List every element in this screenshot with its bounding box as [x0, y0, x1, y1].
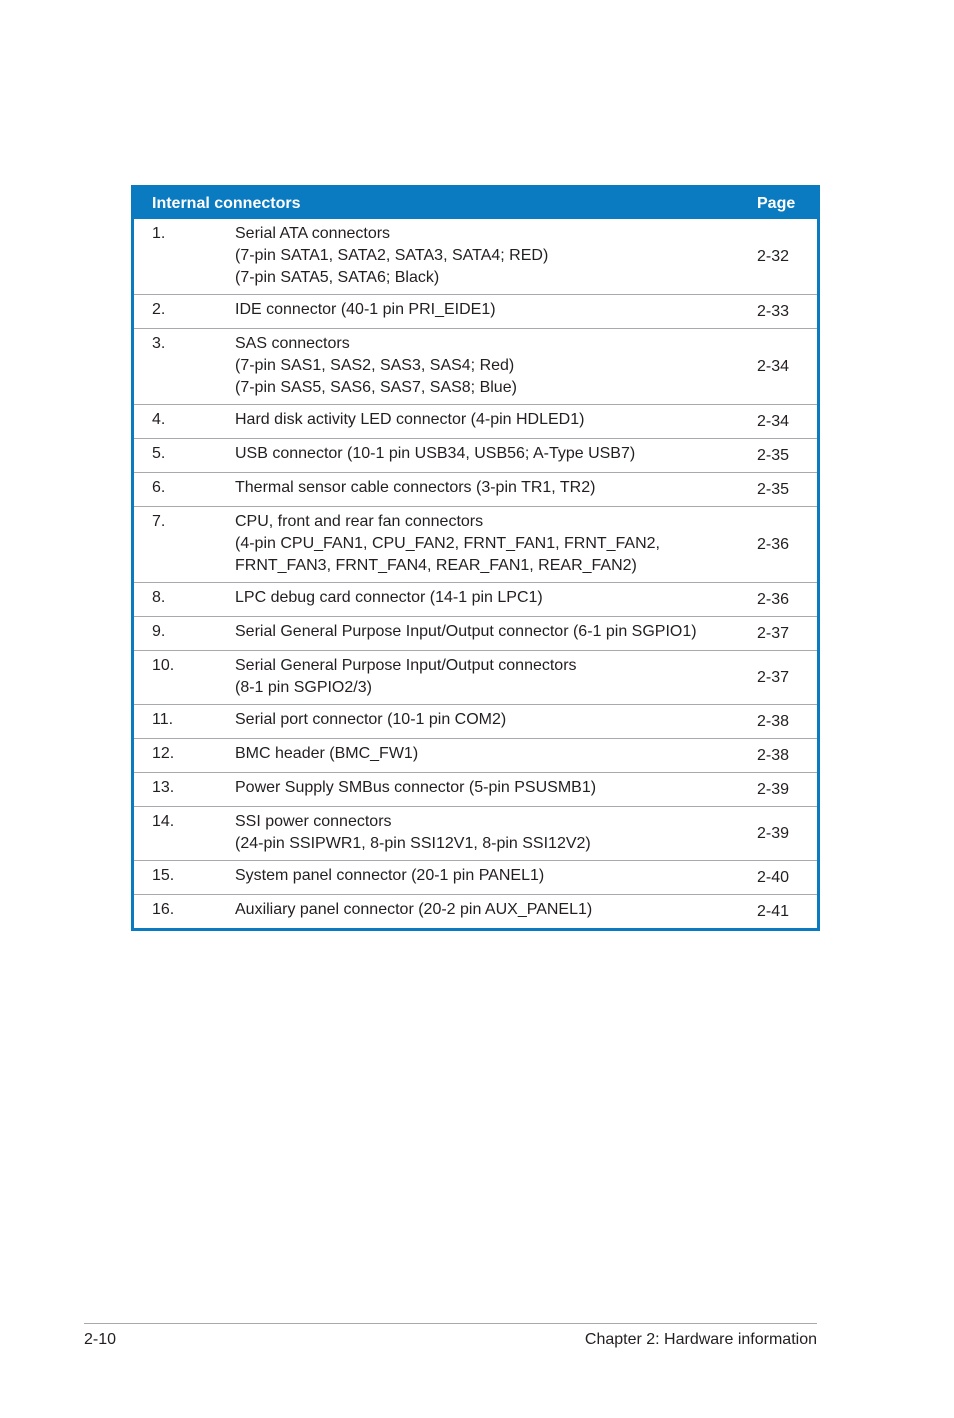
table-row	[134, 806, 817, 860]
row-description: Serial General Purpose Input/Output connectors (8-1 pin SGPIO2/3)	[235, 657, 577, 696]
row-description: CPU, front and rear fan connectors (4-pin CPU_FAN1, CPU_FAN2, FRNT_FAN1, FRNT_FAN2, FRNT_FAN3, FRNT_FAN4, REAR_FAN1, REAR_FAN2)	[235, 513, 660, 574]
row-number: 7.	[152, 513, 166, 530]
row-page: 2-36	[757, 536, 790, 553]
row-number: 14.	[152, 813, 175, 830]
row-page: 2-37	[757, 669, 790, 686]
row-number: 9.	[152, 623, 166, 640]
table-row	[134, 894, 817, 928]
table-body	[134, 219, 817, 928]
table-row	[134, 328, 817, 404]
table-row	[134, 860, 817, 894]
row-description: System panel connector (20-1 pin PANEL1)	[235, 867, 545, 884]
table-row	[134, 616, 817, 650]
table-row	[134, 506, 817, 582]
row-page: 2-35	[757, 447, 790, 464]
row-number: 16.	[152, 901, 175, 918]
row-page: 2-36	[757, 591, 790, 608]
row-number: 15.	[152, 867, 175, 884]
row-page: 2-34	[757, 413, 790, 430]
row-number: 1.	[152, 225, 166, 242]
row-description: Power Supply SMBus connector (5-pin PSUSMB1)	[235, 779, 597, 796]
table-row	[134, 704, 817, 738]
row-page: 2-37	[757, 625, 790, 642]
row-number: 8.	[152, 589, 166, 606]
row-description: SSI power connectors (24-pin SSIPWR1, 8-pin SSI12V1, 8-pin SSI12V2)	[235, 813, 591, 852]
row-page: 2-41	[757, 903, 790, 920]
row-page: 2-33	[757, 303, 790, 320]
row-description: Serial ATA connectors (7-pin SATA1, SATA2, SATA3, SATA4; RED) (7-pin SATA5, SATA6; Black)	[235, 225, 549, 286]
row-number: 13.	[152, 779, 175, 796]
row-page: 2-39	[757, 781, 790, 798]
row-number: 5.	[152, 445, 166, 462]
footer-page-number: 2-10	[84, 1331, 117, 1348]
row-description: Serial port connector (10-1 pin COM2)	[235, 711, 507, 728]
footer-rule	[84, 1323, 817, 1324]
row-number: 3.	[152, 335, 166, 352]
row-description: LPC debug card connector (14-1 pin LPC1)	[235, 589, 543, 606]
row-number: 10.	[152, 657, 175, 674]
row-page: 2-38	[757, 713, 790, 730]
table-row	[134, 772, 817, 806]
row-description: BMC header (BMC_FW1)	[235, 745, 419, 762]
header-title: Internal connectors	[152, 194, 301, 212]
row-page: 2-32	[757, 248, 790, 265]
footer-chapter: Chapter 2: Hardware information	[584, 1331, 817, 1348]
row-page: 2-39	[757, 825, 790, 842]
table-row	[134, 404, 817, 438]
table-row	[134, 582, 817, 616]
table-row	[134, 219, 817, 294]
row-description: Auxiliary panel connector (20-2 pin AUX_PANEL1)	[235, 901, 593, 918]
row-number: 6.	[152, 479, 166, 496]
row-description: Thermal sensor cable connectors (3-pin TR1, TR2)	[235, 479, 596, 496]
table-row	[134, 472, 817, 506]
row-number: 12.	[152, 745, 175, 762]
row-page: 2-34	[757, 358, 790, 375]
row-description: SAS connectors (7-pin SAS1, SAS2, SAS3, SAS4; Red) (7-pin SAS5, SAS6, SAS7, SAS8; Blue)	[235, 335, 517, 396]
header-page: Page	[757, 194, 796, 212]
table-row	[134, 294, 817, 328]
table-row	[134, 650, 817, 704]
internal-connectors-table	[131, 185, 820, 931]
row-number: 2.	[152, 301, 166, 318]
row-page: 2-40	[757, 869, 790, 886]
row-description: USB connector (10-1 pin USB34, USB56; A-Type USB7)	[235, 445, 636, 462]
row-page: 2-38	[757, 747, 790, 764]
row-page: 2-35	[757, 481, 790, 498]
row-number: 4.	[152, 411, 166, 428]
row-description: IDE connector (40-1 pin PRI_EIDE1)	[235, 301, 496, 318]
row-description: Hard disk activity LED connector (4-pin HDLED1)	[235, 411, 585, 428]
table-row	[134, 738, 817, 772]
row-number: 11.	[152, 711, 174, 728]
table-row	[134, 438, 817, 472]
row-description: Serial General Purpose Input/Output connector (6-1 pin SGPIO1)	[235, 623, 697, 640]
table-header	[134, 188, 817, 219]
